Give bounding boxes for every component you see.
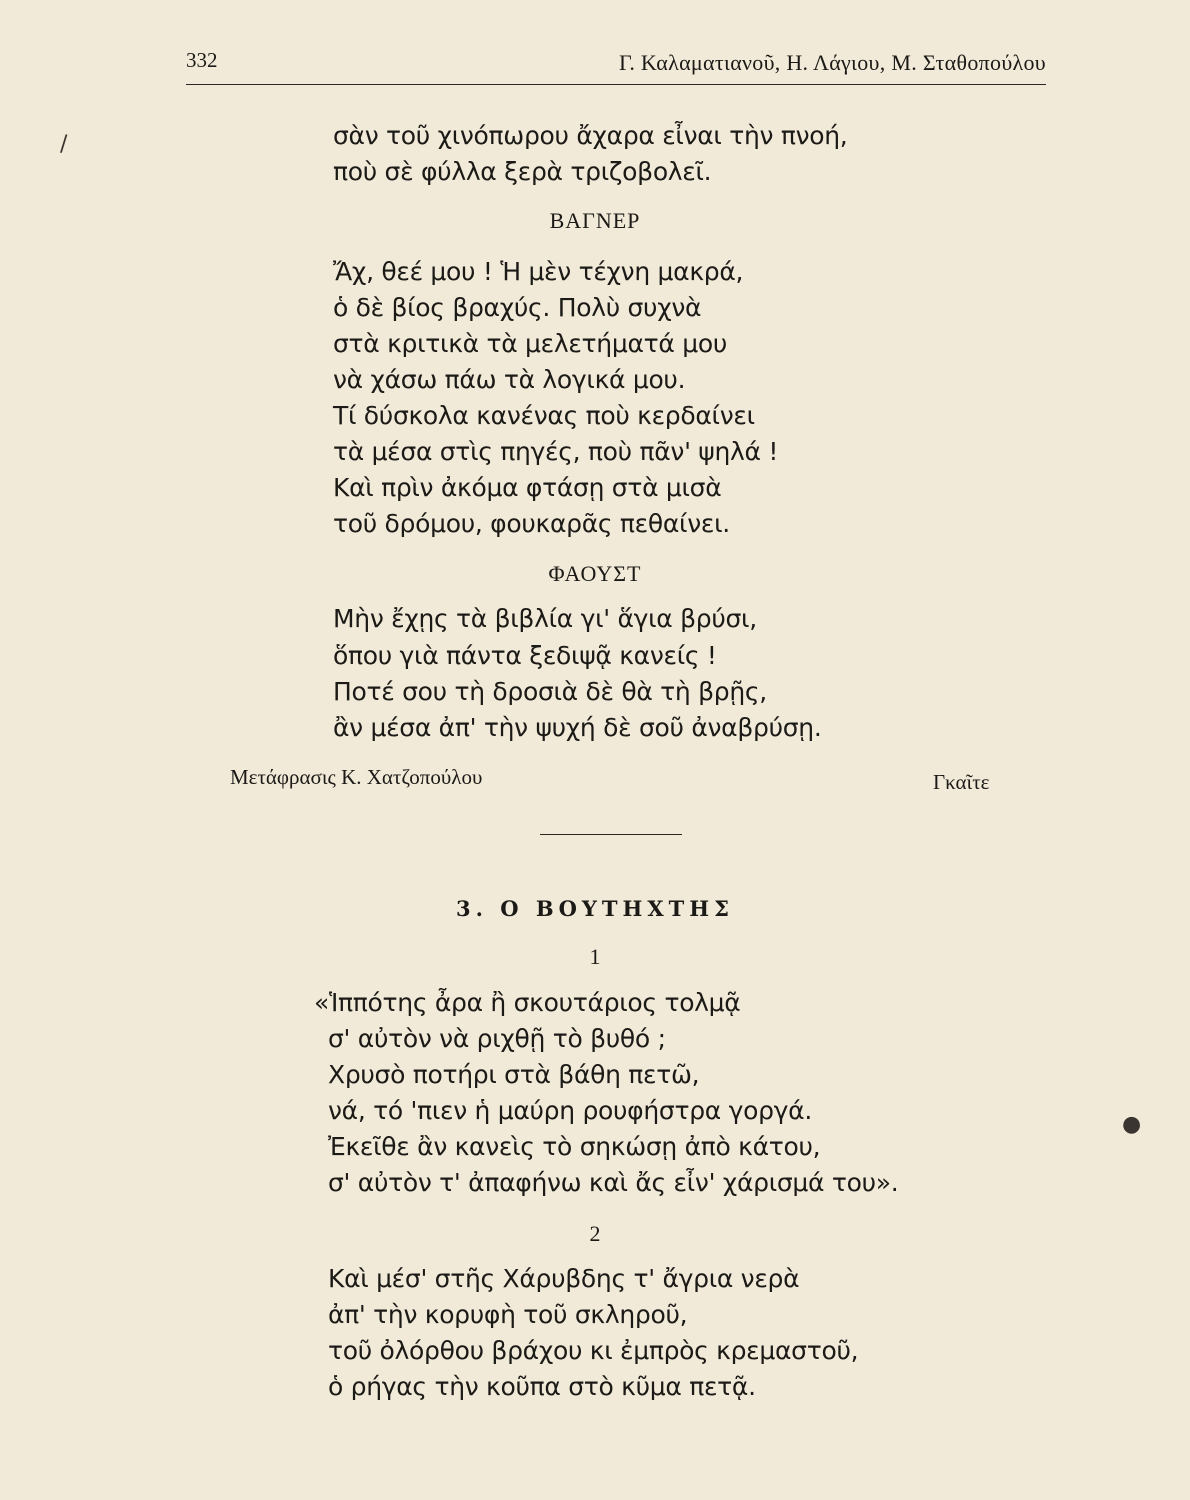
verse-line: σ' αὐτὸν νὰ ριχθῇ τὸ βυθό ; — [328, 1024, 666, 1053]
verse-line: ἀπ' τὴν κορυφὴ τοῦ σκληροῦ, — [328, 1300, 688, 1329]
verse-line: ὁ δὲ βίος βραχύς. Πολὺ συχνὰ — [333, 293, 702, 322]
section-divider — [540, 834, 682, 835]
verse-line: νὰ χάσω πάω τὰ λογικά μου. — [333, 365, 686, 394]
section-title: 3. Ο ΒΟΥΤΗΧΤΗΣ — [456, 896, 734, 921]
running-head: Γ. Καλαματιανοῦ, Η. Λάγιου, Μ. Σταθοπούλου — [618, 50, 1046, 75]
verse-line: σὰν τοῦ χινόπωρου ἄχαρα εἶναι τὴν πνοή, — [333, 121, 848, 150]
verse-line: ὅπου γιὰ πάντα ξεδιψᾷ κανείς ! — [333, 641, 717, 670]
stanza-number: 2 — [589, 1221, 601, 1246]
verse-line: «Ἱππότης ἆρα ἢ σκουτάριος τολμᾷ — [314, 988, 741, 1017]
margin-mark: / — [60, 132, 68, 157]
verse-line: Ἐκεῖθε ἂν κανεὶς τὸ σηκώσῃ ἀπὸ κάτου, — [328, 1132, 821, 1161]
translator-credit: Μετάφρασις Κ. Χατζοπούλου — [230, 765, 483, 789]
verse-line: Χρυσὸ ποτήρι στὰ βάθη πετῶ, — [328, 1060, 700, 1089]
margin-dot: ● — [1122, 1112, 1142, 1137]
verse-line: Ἄχ, θεέ μου ! Ἡ μὲν τέχνη μακρά, — [333, 257, 744, 286]
author-credit: Γκαῖτε — [933, 770, 990, 794]
verse-line: Καὶ μέσ' στῆς Χάρυβδης τ' ἄγρια νερὰ — [328, 1264, 800, 1293]
header-rule — [186, 84, 1046, 85]
verse-line: σ' αὐτὸν τ' ἀπαφήνω καὶ ἄς εἶν' χάρισμά του». — [328, 1168, 899, 1197]
page-header — [186, 44, 1046, 84]
page-number: 332 — [186, 48, 218, 72]
verse-line: τὰ μέσα στὶς πηγές, ποὺ πᾶν' ψηλά ! — [333, 437, 779, 466]
verse-line: Ποτέ σου τὴ δροσιὰ δὲ θὰ τὴ βρῇς, — [333, 677, 767, 706]
verse-line: νά, τό 'πιεν ἡ μαύρη ρουφήστρα γοργά. — [328, 1096, 812, 1125]
verse-line: ποὺ σὲ φύλλα ξερὰ τριζοβολεῖ. — [333, 157, 712, 186]
verse-line: Τί δύσκολα κανένας ποὺ κερδαίνει — [333, 401, 755, 430]
verse-line: Καὶ πρὶν ἀκόμα φτάσῃ στὰ μισὰ — [333, 473, 722, 502]
verse-line: ἂν μέσα ἀπ' τὴν ψυχή δὲ σοῦ ἀναβρύσῃ. — [333, 713, 822, 742]
verse-line: Μὴν ἔχῃς τὰ βιβλία γι' ἅγια βρύσι, — [333, 604, 757, 633]
stanza-number: 1 — [589, 944, 601, 969]
speaker-name: ΦΑΟΥΣΤ — [548, 561, 642, 586]
speaker-name: ΒΑΓΝΕΡ — [549, 208, 641, 233]
verse-line: στὰ κριτικὰ τὰ μελετήματά μου — [333, 329, 727, 358]
verse-line: τοῦ δρόμου, φουκαρᾶς πεθαίνει. — [333, 509, 730, 538]
verse-line: ὁ ρήγας τὴν κοῦπα στὸ κῦμα πετᾷ. — [328, 1372, 756, 1401]
verse-line: τοῦ ὀλόρθου βράχου κι ἐμπρὸς κρεμαστοῦ, — [328, 1336, 859, 1365]
